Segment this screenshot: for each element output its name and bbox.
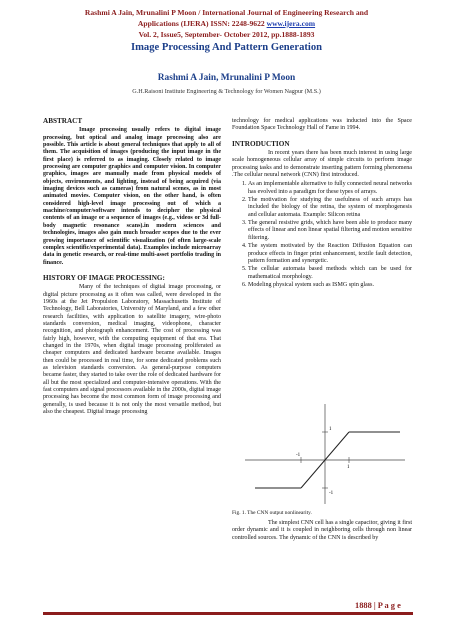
tick-label-y-bottom: -1 xyxy=(329,491,334,496)
list-item: 5. The cellular automata based methods which can be used for mathematical morphology. xyxy=(248,266,412,281)
continued-text: technology for medical applications was inducted into the Space Foundation Space Technology Hall of Fame in 1994. xyxy=(232,118,412,132)
introduction-heading: INTRODUCTION xyxy=(232,139,290,148)
tick-label-y-top: 1 xyxy=(329,427,332,432)
history-paragraph: Many of the techniques of digital image processing, or digital picture processing as it often was called, were developed in the 1960s at the Jet Propulsion Laboratory, Massachusetts Institute of Technology, Bell Laboratories, University of Maryland, and a few other research facilities, with application to satellite imagery, wire-photo standards conversion, medical imaging, videophone, character recognition, and photograph enhancement. The cost of processing was fairly high, however, with the computing equipment of that era. That changed in the 1970s, when digital image processing proliferated as cheaper computers and dedicated hardware became available. Images then could be processed in real time, for some dedicated problems such as television standards conversion. As general-purpose computers became faster, they started to take over the role of dedicated hardware for all but the most specialized and computer-intensive operations. With the fast computers and signal processors available in the 2000s, digital image processing has become the most common form of image processing and generally, is used because it is not only the most versatile method, but also the cheapest. Digital image processing xyxy=(43,284,221,416)
paper-title: Image Processing And Pattern Generation xyxy=(130,42,323,53)
abstract-text: Image processing usually refers to digital image processing, but optical and analog image processing also are possible. This article is about general techniques that apply to all of them. The acquisition of images (producing the input image in the first place) is referred to as imaging. Closely related to image processing are computer graphics and computer vision. In computer graphics, images are manually made from physical models of objects, environments, and lighting, instead of being acquired (via imaging devices such as cameras) from natural scenes, as in most animated movies. Computer vision, on the other hand, is often considered high-level image processing out of which a machine/computer/software intends to decipher the physical contents of an image or a sequence of images (e.g., videos or 3d full-body magnetic resonance scans).in modern sciences and technologies, images also gain much broader scopes due to the ever growing importance of scientific visualization (of often large-scale complex scientific/experimental data). Examples include microarray data in genetic research, or real-time multi-asset portfolio trading in finance. xyxy=(43,127,221,266)
journal-header-line3: Vol. 2, Issue5, September- October 2012, pp.1888-1893 xyxy=(138,30,315,39)
tick-label-x-right: 1 xyxy=(347,465,350,470)
paper-authors: Rashmi A Jain, Mrunalini P Moon xyxy=(157,73,296,83)
introduction-paragraph: In recent years there has been much interest in using large scale homogeneous cellular array of simple circuits to perform image processing tasks and to demonstrate inserting pattern forming phenomena .The cellular neural network (CNN) first introduced. xyxy=(232,150,412,179)
list-item: 6. Modeling physical system such as ISMG spin glass. xyxy=(248,282,412,289)
journal-header-line2 xyxy=(0,19,453,28)
journal-header-line1: Rashmi A Jain, Mrunalini P Moon / International Journal of Engineering Research and xyxy=(84,8,369,17)
cnn-nonlinearity-figure xyxy=(235,400,413,508)
abstract-heading: ABSTRACT xyxy=(43,117,83,125)
tick-label-x-left: -1 xyxy=(296,453,301,458)
paper-affiliation: G.H.Raisoni Institute Engineering & Technology for Women Nagpur (M.S.) xyxy=(132,88,321,95)
left-column xyxy=(43,118,221,416)
introduction-list xyxy=(232,181,412,289)
list-item: 4. The system motivated by the Reaction Diffusion Equation can produce effects in finger print enhancement, textile fault detection, pattern formation and synergetic. xyxy=(248,243,412,265)
list-item: 1. As an implementable alternative to fully connected neural networks has evolved into a paradigm for these types of arrays. xyxy=(248,181,412,196)
list-item: 3. The general resistive grids, which have been able to produce many effects of linear and non linear spatial filtering and motion sensitive filtering. xyxy=(248,220,412,242)
footer-rule xyxy=(43,612,413,615)
cnn-paragraph: The simplest CNN cell has a single capacitor, giving it first order dynamic and it is coupled in neighboring cells through non linear controlled sources. The dynamic of the CNN is described by xyxy=(232,520,412,541)
journal-issn: Applications (IJERA) ISSN: 2248-9622 xyxy=(137,19,265,28)
journal-url-link[interactable]: www.ijera.com xyxy=(266,19,316,28)
page-number: 1888 | P a g e xyxy=(355,601,401,610)
list-item: 2. The motivation for studying the usefulness of such arrays has included the biology of the retina, the system of morphogenesis and cellular automata. Example: Silicon retina xyxy=(248,197,412,219)
history-heading: HISTORY OF IMAGE PROCESSING: xyxy=(43,273,165,282)
figure-caption: Fig. 1. The CNN output nonlinearity. xyxy=(232,510,312,516)
right-column xyxy=(232,118,412,290)
